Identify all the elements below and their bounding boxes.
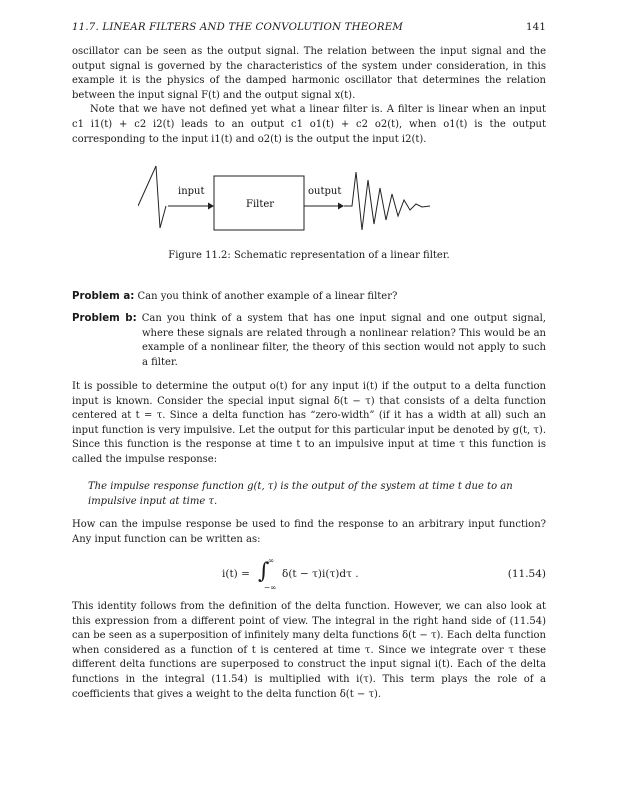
page-number: 141: [525, 22, 546, 33]
impulse-response-paragraph: It is possible to determine the output o(t) for any input i(t) if the output to a delta function input is known. Consider the special input signal δ(t − τ) that consists of a delta function centered at t = τ. Since a delta function has “zero-width” (if it has a width at all) such an input function is very impulsive. Let the output for this particular input be denoted by g(t, τ). Since this function is the response at time t to an impulsive input at time τ this function is called the impulse response:: [72, 381, 546, 465]
integral-lower-limit: −∞: [264, 583, 277, 592]
equation-number: (11.54): [507, 568, 546, 580]
intro-paragraph-2: Note that we have not defined yet what a linear filter is. A filter is linear when an input c1 i1(t) + c2 i2(t) leads to an output c1 o1(t) + c2 o2(t), when o1(t) is the output corresponding to the input i1(t) and o2(t) is the output the input i2(t).: [72, 104, 546, 145]
integral-upper-limit: ∞: [268, 556, 275, 565]
input-label: input: [178, 186, 205, 197]
equation-11-54: [72, 556, 546, 592]
figure-caption: Figure 11.2: Schematic representation of a linear filter.: [168, 250, 450, 261]
problem-b-label: Problem b:: [72, 313, 137, 324]
input-arrowhead: [208, 203, 214, 210]
intro-text: [72, 45, 546, 147]
integral-sign: ∫: [258, 559, 270, 584]
problem-a: [72, 290, 546, 305]
intro-paragraph-1: oscillator can be seen as the output signal. The relation between the input signal and the output signal is governed by the characteristics of the system under consideration, in this example it is the physics of the damped harmonic oscillator that determines the relation between the input signal F(t) and the output signal x(t).: [72, 46, 546, 101]
filter-label: Filter: [246, 199, 275, 210]
linear-filter-figure: [138, 158, 468, 238]
arbitrary-input-paragraph: How can the impulse response be used to find the response to an arbitrary input function? Any input function can be written as:: [72, 519, 546, 545]
superposition-paragraph: This identity follows from the definition of the delta function. However, we can also look at this expression from a different point of view. The integral in the right hand side of (11.54) can be seen as a superposition of infinitely many delta functions δ(t − τ). Each delta function when considered as a function of t is centered at time τ. Since we integrate over τ these different delta functions are superposed to construct the input signal i(t). Each of the delta functions in the integral (11.54) is multiplied with i(τ). This term plays the role of a coefficients that gives a weight to the delta function δ(t − τ).: [72, 601, 546, 700]
output-arrowhead: [338, 203, 344, 210]
impulse-response-definition: The impulse response function g(t, τ) is the output of the system at time t due to an impulsive input at time τ.: [88, 481, 513, 507]
problem-a-label: Problem a:: [72, 291, 135, 302]
problem-b: [72, 312, 546, 370]
output-signal: [344, 172, 430, 230]
input-signal: [138, 166, 166, 228]
output-label: output: [308, 186, 342, 197]
running-header: [72, 22, 546, 36]
equation-lhs: i(t) =: [222, 568, 250, 580]
problem-b-text: Can you think of a system that has one input signal and one output signal, where these signals are related through a nonlinear relation? This would be an example of a nonlinear filter, the theory of this section would not apply to such a filter.: [141, 313, 546, 368]
equation-integrand: δ(t − τ)i(τ)dτ .: [282, 568, 359, 580]
section-title: 11.7. LINEAR FILTERS AND THE CONVOLUTION THEOREM: [72, 22, 404, 33]
problem-a-text: Can you think of another example of a linear filter?: [137, 291, 398, 302]
